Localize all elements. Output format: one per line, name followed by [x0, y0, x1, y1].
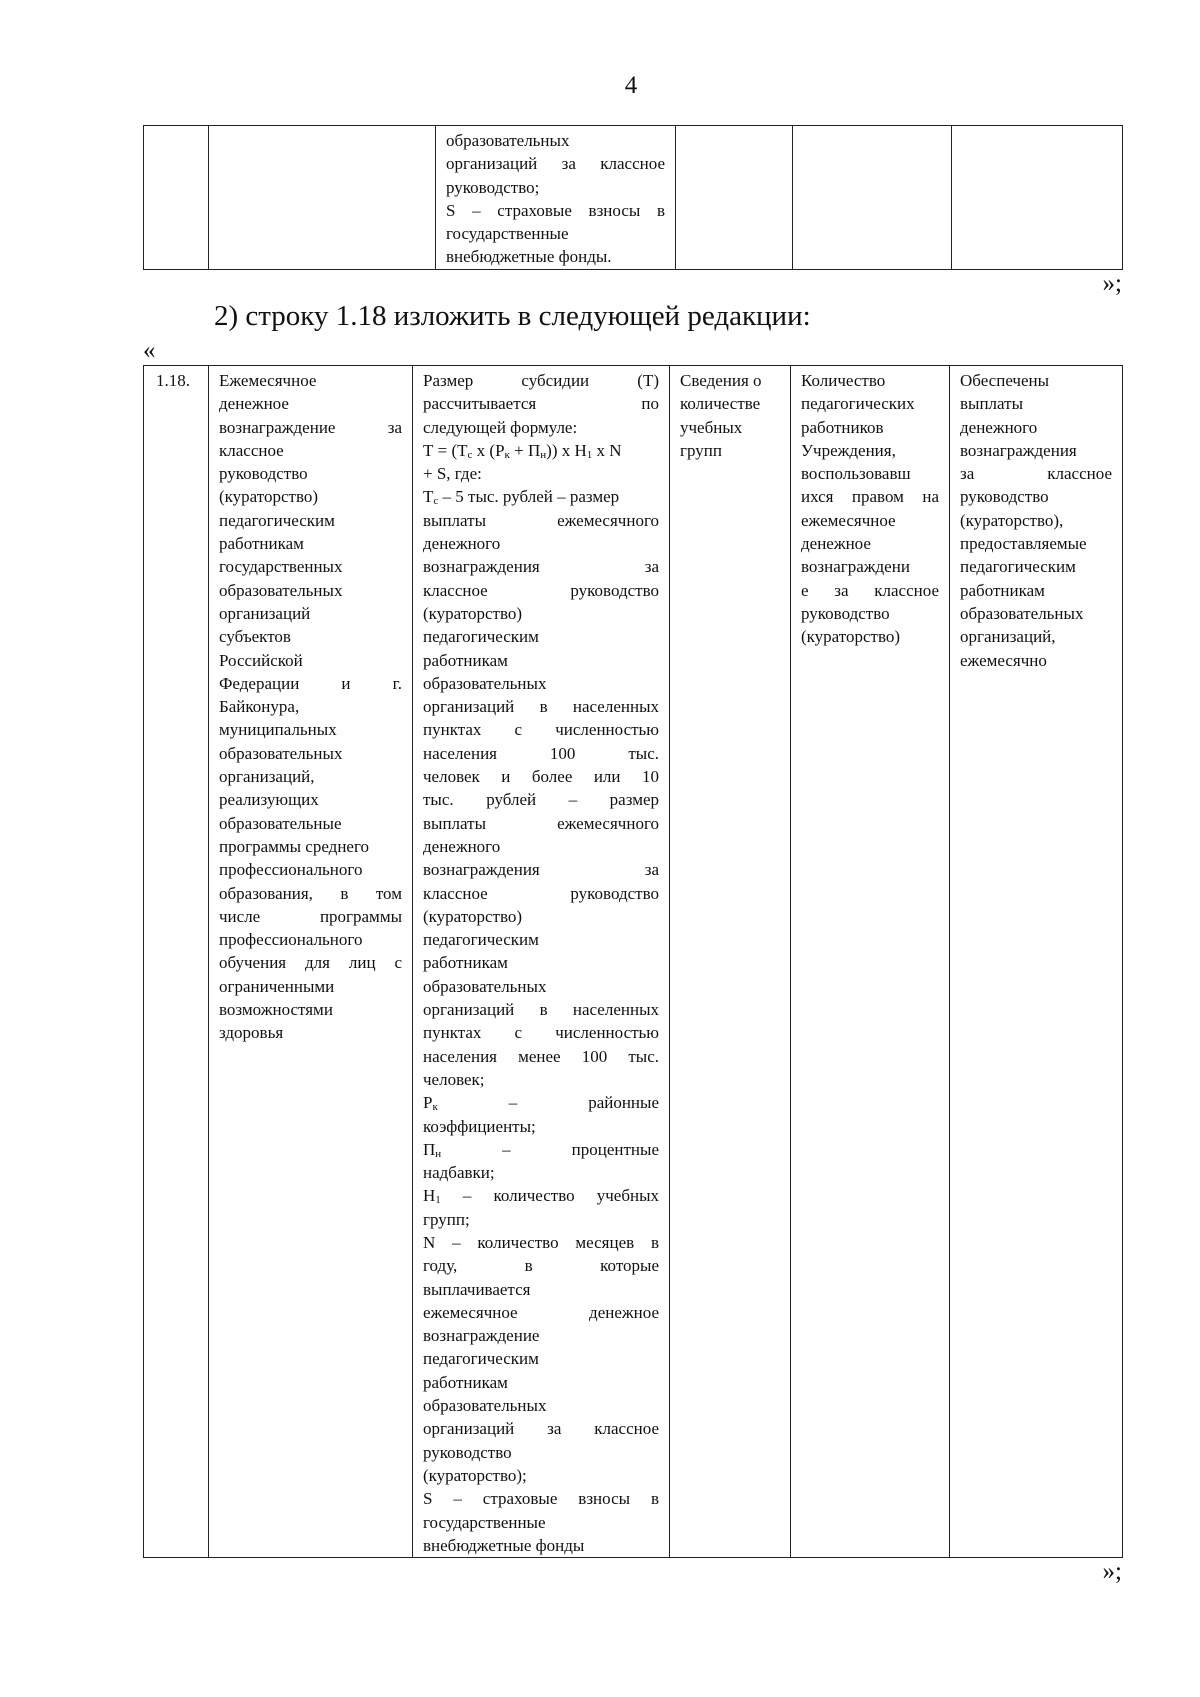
text-line: человек;	[423, 1069, 485, 1089]
text-line: вознаграждения	[960, 440, 1077, 460]
cell-result	[950, 366, 1123, 1558]
cell-indicator	[791, 366, 950, 1558]
text-line: организаций	[219, 603, 311, 623]
text-line: Сведения о	[680, 371, 762, 390]
cell-name	[209, 366, 413, 1558]
text-line: работников	[801, 417, 884, 437]
definition-pk: $Р_к$ – районные	[423, 1093, 659, 1114]
text-line: ограниченными	[219, 976, 335, 996]
text-line: вознаграждения за	[423, 557, 659, 577]
text-line: профессионального	[219, 930, 363, 950]
text-line: (кураторство)	[423, 603, 523, 623]
text-line: населения менее 100 тыс.	[423, 1046, 659, 1066]
definition-h1: $Н_1$ – количество учебных	[423, 1186, 659, 1207]
text-line: внебюджетные фонды.	[446, 247, 612, 267]
text-line: надбавки;	[423, 1163, 495, 1183]
text-line: организаций в населенных	[423, 1000, 659, 1020]
text-line: организаций за классное	[423, 1419, 659, 1439]
text-line: организаций,	[960, 627, 1056, 647]
text-line: денежное	[801, 534, 871, 554]
text-line: образовательных	[423, 673, 547, 693]
text-line: руководство	[423, 1442, 512, 1462]
top-table-continuation	[143, 125, 1123, 270]
text-line: педагогических	[801, 394, 915, 414]
text-line: организаций за классное	[446, 154, 665, 174]
text-line: работникам	[960, 580, 1045, 600]
text-line: групп;	[423, 1209, 470, 1229]
text-line: денежного	[423, 836, 501, 856]
text-line: денежного	[423, 534, 501, 554]
text-line: (кураторство)	[423, 906, 523, 926]
text-line: образовательных	[219, 743, 343, 763]
text-line: государственные	[423, 1512, 546, 1532]
formula-line: + S, где:	[423, 464, 482, 484]
text-line: работникам	[423, 1372, 508, 1392]
text-line: денежное	[219, 394, 289, 414]
text-line: педагогическим	[423, 930, 539, 950]
text-line: количестве	[680, 394, 761, 414]
text-line: S – страховые взносы в	[446, 200, 665, 220]
text-line: выплаты	[960, 394, 1023, 414]
text-line: реализующих	[219, 790, 319, 810]
text-line: рассчитывается по	[423, 394, 659, 414]
definition-pn: $П_н$ – процентные	[423, 1139, 659, 1160]
text-line: выплаты ежемесячного	[423, 510, 659, 530]
text-line: (кураторство);	[423, 1465, 527, 1485]
text-line: пунктах с численностью	[423, 720, 659, 740]
text-line: воспользовавш	[801, 464, 911, 484]
text-line: выплачивается	[423, 1279, 531, 1299]
text-line: ежемесячное	[801, 510, 896, 530]
text-line: вознаграждение	[423, 1326, 540, 1346]
text-line: S – страховые взносы в	[423, 1489, 659, 1509]
text-line: работникам	[423, 650, 508, 670]
closing-quote: »;	[1102, 270, 1122, 297]
table-row	[144, 126, 1123, 270]
text-line: Байконура,	[219, 697, 300, 717]
cell-formula	[436, 126, 676, 270]
text-line: Размер субсидии (Т)	[423, 371, 659, 390]
cell-source	[670, 366, 791, 1558]
text-line: работникам	[219, 534, 304, 554]
cell-name	[209, 126, 436, 270]
cell-number	[144, 126, 209, 270]
text-line: образовательные	[219, 813, 342, 833]
text-line: образовательных	[960, 603, 1084, 623]
text-line: Российской	[219, 650, 303, 670]
text-line: учебных	[680, 417, 743, 437]
text-line: Федерации и г.	[219, 673, 402, 693]
text-line: ежемесячно	[960, 650, 1047, 670]
text-line: классное	[219, 440, 284, 460]
row-number: 1.18.	[156, 371, 190, 390]
text-line: педагогическим	[960, 557, 1076, 577]
text-line: Ежемесячное	[219, 371, 317, 390]
cell-source	[676, 126, 793, 270]
text-line: пунктах с численностью	[423, 1023, 659, 1043]
text-line: образовательных	[219, 580, 343, 600]
text-line: образовательных	[446, 131, 570, 150]
text-line: программы среднего	[219, 836, 370, 856]
text-line: государственных	[219, 557, 343, 577]
text-line: за классное	[960, 464, 1112, 484]
text-line: коэффициенты;	[423, 1116, 536, 1136]
text-line: ежемесячное денежное	[423, 1302, 659, 1322]
text-line: (кураторство)	[219, 487, 319, 507]
text-line: вознаграждение за	[219, 417, 402, 437]
text-line: образовательных	[423, 1396, 547, 1416]
definition-tc: $Т_с - 5$ тыс. рублей – размер	[423, 487, 620, 508]
cell-number	[144, 366, 209, 1558]
text-line: субъектов	[219, 627, 291, 647]
text-line: обучения для лиц с	[219, 953, 402, 973]
row-1-18-table	[143, 365, 1123, 1558]
text-line: е за классное	[801, 580, 939, 600]
amendment-instruction: 2) строку 1.18 изложить в следующей редакции:	[214, 300, 811, 332]
text-line: вознаграждени	[801, 557, 910, 577]
text-line: Учреждения,	[801, 440, 896, 460]
text-line: населения 100 тыс.	[423, 743, 659, 763]
text-line: педагогическим	[219, 510, 335, 530]
text-line: (кураторство),	[960, 510, 1064, 530]
text-line: возможностями	[219, 1000, 333, 1020]
text-line: человек и более или 10	[423, 767, 659, 787]
text-line: профессионального	[219, 860, 363, 880]
text-line: руководство	[960, 487, 1049, 507]
cell-result	[952, 126, 1123, 270]
text-line: государственные	[446, 224, 569, 244]
text-line: групп	[680, 440, 722, 460]
formula-line: $Т = (Т_с$ х $(Р_к + П_н)$) х $Н_1$ х N	[423, 440, 622, 461]
text-line: денежного	[960, 417, 1038, 437]
text-line: предоставляемые	[960, 534, 1087, 554]
table-row	[144, 366, 1123, 1558]
text-line: муниципальных	[219, 720, 337, 740]
text-line: выплаты ежемесячного	[423, 813, 659, 833]
text-line: руководство	[801, 603, 890, 623]
text-line: классное руководство	[423, 580, 659, 600]
text-line: вознаграждения за	[423, 860, 659, 880]
page-number: 4	[624, 72, 638, 99]
text-line: работникам	[423, 953, 508, 973]
text-line: числе программы	[219, 906, 402, 926]
text-line: Обеспечены	[960, 371, 1050, 390]
text-line: образования, в том	[219, 883, 402, 903]
text-line: организаций,	[219, 767, 315, 787]
text-line: педагогическим	[423, 627, 539, 647]
text-line: тыс. рублей – размер	[423, 790, 659, 810]
text-line: N – количество месяцев в	[423, 1232, 659, 1252]
text-line: внебюджетные фонды	[423, 1535, 585, 1555]
text-line: педагогическим	[423, 1349, 539, 1369]
text-line: ихся правом на	[801, 487, 939, 507]
text-line: (кураторство)	[801, 627, 901, 647]
closing-quote: »;	[1102, 1558, 1122, 1585]
text-line: классное руководство	[423, 883, 659, 903]
text-line: Количество	[801, 371, 886, 390]
text-line: следующей формуле:	[423, 417, 578, 437]
text-line: образовательных	[423, 976, 547, 996]
text-line: организаций в населенных	[423, 697, 659, 717]
cell-formula	[413, 366, 670, 1558]
text-line: руководство	[219, 464, 308, 484]
text-line: году, в которые	[423, 1256, 659, 1276]
text-line: руководство;	[446, 177, 540, 197]
text-line: здоровья	[219, 1023, 284, 1043]
opening-quote: «	[143, 337, 156, 364]
cell-indicator	[793, 126, 952, 270]
